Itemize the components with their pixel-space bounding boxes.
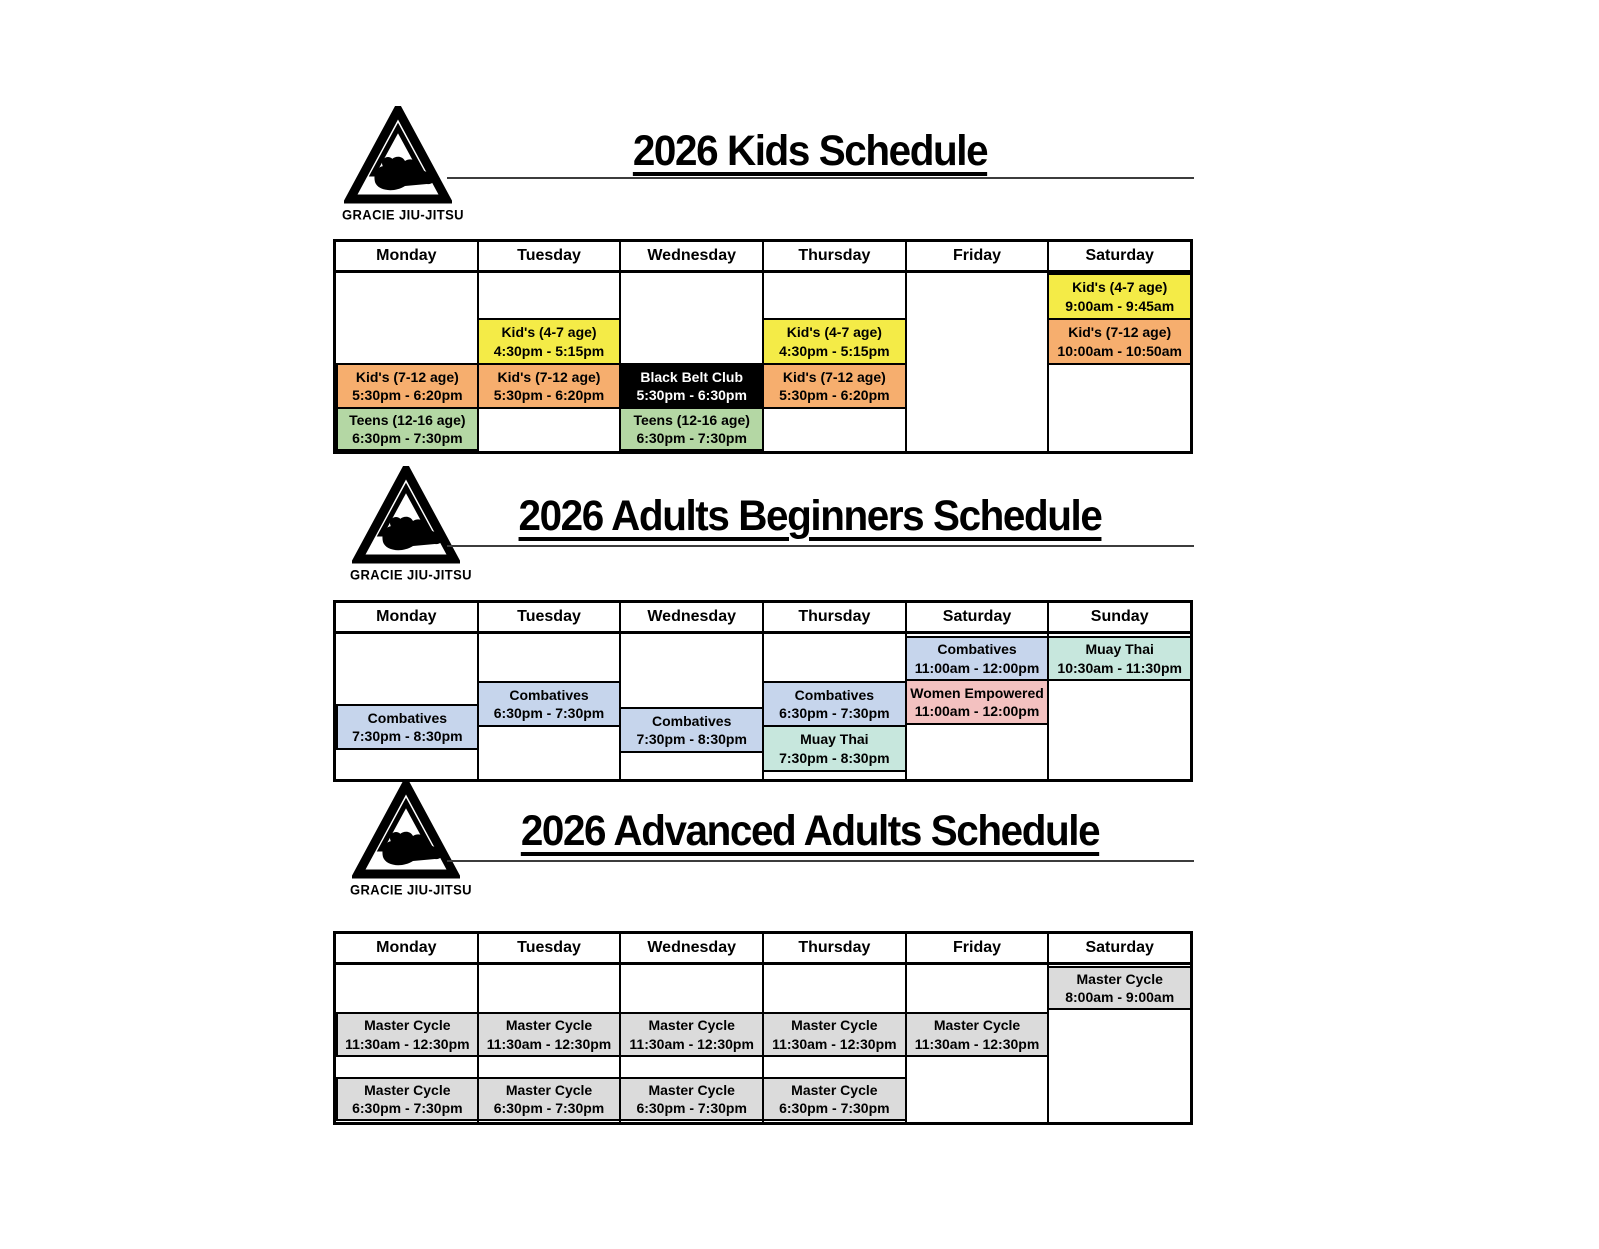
class-name: Combatives bbox=[937, 641, 1017, 658]
page-title-kids: 2026 Kids Schedule bbox=[632, 127, 988, 175]
class-name: Combatives bbox=[794, 686, 875, 703]
table-body bbox=[336, 273, 1190, 451]
class-name: Combatives bbox=[367, 709, 448, 726]
day-column-thursday bbox=[764, 273, 907, 451]
class-time: 6:30pm - 7:30pm bbox=[493, 705, 605, 722]
class-block bbox=[619, 707, 764, 753]
class-name: Master Cycle bbox=[1076, 971, 1163, 987]
class-time: 6:30pm - 7:30pm bbox=[636, 1100, 747, 1116]
day-header-wednesday: Wednesday bbox=[621, 242, 764, 270]
day-header-thursday: Thursday bbox=[764, 603, 907, 631]
class-time: 9:00am - 9:45am bbox=[1065, 298, 1175, 314]
page-title-adults-beginners: 2026 Adults Beginners Schedule bbox=[518, 492, 1102, 540]
class-name: Teens (12-16 age) bbox=[349, 412, 466, 428]
class-block bbox=[762, 363, 907, 409]
class-block bbox=[619, 407, 764, 451]
day-header-friday: Friday bbox=[907, 934, 1050, 962]
class-time: 6:30pm - 7:30pm bbox=[352, 1100, 463, 1116]
day-header-monday: Monday bbox=[336, 934, 479, 962]
day-header-wednesday: Wednesday bbox=[621, 603, 764, 631]
class-name: Teens (12-16 age) bbox=[633, 412, 750, 428]
logo-wordmark: GRACIE JIU-JITSU bbox=[342, 206, 464, 223]
day-column-tuesday bbox=[479, 273, 622, 451]
day-column-monday bbox=[336, 273, 479, 451]
class-name: Muay Thai bbox=[800, 731, 869, 747]
class-time: 7:30pm - 8:30pm bbox=[636, 731, 747, 748]
class-name: Master Cycle bbox=[364, 1017, 451, 1034]
class-time: 5:30pm - 6:20pm bbox=[493, 387, 605, 404]
day-column-sunday bbox=[1049, 634, 1190, 779]
class-time: 5:30pm - 6:30pm bbox=[636, 387, 747, 404]
class-time: 11:30am - 12:30pm bbox=[486, 1035, 612, 1052]
day-column-monday bbox=[336, 634, 479, 779]
table-body bbox=[336, 965, 1190, 1122]
class-block bbox=[477, 681, 622, 727]
class-block bbox=[762, 725, 907, 772]
class-name: Kid's (4-7 age) bbox=[1072, 279, 1168, 295]
day-column-thursday bbox=[764, 965, 907, 1122]
gracie-triangle-icon bbox=[344, 106, 452, 206]
class-time: 11:30am - 12:30pm bbox=[629, 1035, 754, 1052]
class-block bbox=[619, 363, 764, 409]
class-time: 11:30am - 12:30pm bbox=[345, 1035, 470, 1052]
class-block bbox=[619, 1012, 764, 1057]
class-name: Kid's (4-7 age) bbox=[786, 324, 882, 340]
table-body bbox=[336, 634, 1190, 779]
table-header-row bbox=[336, 934, 1190, 965]
day-column-saturday bbox=[907, 634, 1050, 779]
class-block bbox=[336, 704, 479, 750]
class-block bbox=[1047, 273, 1192, 320]
day-header-monday: Monday bbox=[336, 603, 479, 631]
class-block bbox=[762, 318, 907, 365]
class-name: Master Cycle bbox=[933, 1017, 1021, 1034]
title-rule bbox=[447, 545, 1194, 547]
class-block bbox=[762, 681, 907, 727]
day-column-saturday bbox=[1049, 965, 1190, 1122]
logo-wordmark: GRACIE JIU-JITSU bbox=[350, 566, 472, 583]
class-time: 6:30pm - 7:30pm bbox=[352, 430, 463, 446]
class-time: 4:30pm - 5:15pm bbox=[493, 343, 605, 359]
day-header-tuesday: Tuesday bbox=[479, 934, 622, 962]
class-block bbox=[336, 363, 479, 409]
day-column-saturday bbox=[1049, 273, 1190, 451]
class-name: Kid's (7-12 age) bbox=[782, 368, 886, 385]
logo-wordmark: GRACIE JIU-JITSU bbox=[350, 881, 472, 898]
class-block bbox=[762, 1077, 907, 1121]
class-time: 10:00am - 10:50am bbox=[1057, 343, 1182, 359]
day-column-friday bbox=[907, 273, 1050, 451]
class-time: 4:30pm - 5:15pm bbox=[779, 343, 890, 359]
day-header-tuesday: Tuesday bbox=[479, 242, 622, 270]
class-time: 6:30pm - 7:30pm bbox=[779, 705, 890, 722]
day-header-thursday: Thursday bbox=[764, 242, 907, 270]
class-time: 6:30pm - 7:30pm bbox=[779, 1100, 890, 1116]
class-block bbox=[336, 1012, 479, 1057]
class-time: 11:00am - 12:00pm bbox=[914, 659, 1040, 676]
class-name: Combatives bbox=[652, 712, 732, 729]
class-name: Master Cycle bbox=[648, 1082, 735, 1098]
class-name: Combatives bbox=[509, 686, 589, 703]
table-header-row bbox=[336, 603, 1190, 634]
class-time: 5:30pm - 6:20pm bbox=[779, 387, 890, 404]
class-block bbox=[762, 1012, 907, 1057]
class-block bbox=[1047, 636, 1192, 681]
class-name: Master Cycle bbox=[791, 1017, 878, 1034]
page-title-advanced-adults: 2026 Advanced Adults Schedule bbox=[520, 807, 1100, 855]
day-column-wednesday bbox=[621, 965, 764, 1122]
class-block bbox=[905, 636, 1050, 681]
day-header-sunday: Sunday bbox=[1090, 608, 1149, 625]
class-time: 6:30pm - 7:30pm bbox=[493, 1100, 605, 1116]
day-header-friday: Friday bbox=[907, 242, 1050, 270]
class-time: 8:00am - 9:00am bbox=[1065, 989, 1175, 1005]
day-column-tuesday bbox=[479, 965, 622, 1122]
day-header-tuesday: Tuesday bbox=[479, 603, 622, 631]
class-name: Muay Thai bbox=[1085, 641, 1154, 658]
title-rule bbox=[447, 177, 1194, 179]
day-column-wednesday bbox=[621, 634, 764, 779]
class-time: 7:30pm - 8:30pm bbox=[352, 728, 463, 745]
class-time: 11:00am - 12:00pm bbox=[914, 703, 1040, 720]
day-header-saturday: Saturday bbox=[1085, 247, 1154, 264]
day-column-monday bbox=[336, 965, 479, 1122]
title-rule bbox=[447, 860, 1194, 862]
class-time: 11:30am - 12:30pm bbox=[914, 1035, 1040, 1052]
day-header-monday: Monday bbox=[336, 242, 479, 270]
class-block bbox=[1047, 318, 1192, 365]
class-time: 7:30pm - 8:30pm bbox=[779, 750, 890, 766]
day-column-friday bbox=[907, 965, 1050, 1122]
day-column-thursday bbox=[764, 634, 907, 779]
day-column-wednesday bbox=[621, 273, 764, 451]
class-name: Master Cycle bbox=[505, 1017, 593, 1034]
day-column-tuesday bbox=[479, 634, 622, 779]
class-name: Kid's (7-12 age) bbox=[497, 368, 601, 385]
day-header-wednesday: Wednesday bbox=[621, 934, 764, 962]
table-header-row bbox=[336, 242, 1190, 273]
class-block bbox=[905, 679, 1050, 725]
class-name: Women Empowered bbox=[910, 684, 1044, 701]
class-block bbox=[477, 363, 622, 409]
class-block bbox=[477, 1012, 622, 1057]
schedule-table-kids bbox=[333, 239, 1193, 454]
schedule-table-adults-beginners bbox=[333, 600, 1193, 782]
class-block bbox=[619, 1077, 764, 1121]
class-name: Master Cycle bbox=[364, 1082, 451, 1098]
class-name: Black Belt Club bbox=[640, 368, 744, 385]
class-name: Kid's (4-7 age) bbox=[501, 324, 597, 340]
class-name: Kid's (7-12 age) bbox=[1068, 324, 1172, 340]
class-block bbox=[336, 1077, 479, 1121]
class-block bbox=[477, 318, 622, 365]
class-name: Master Cycle bbox=[648, 1017, 735, 1034]
class-block bbox=[477, 1077, 622, 1121]
class-time: 10:30am - 11:30pm bbox=[1057, 659, 1182, 676]
day-header-saturday: Saturday bbox=[1085, 939, 1154, 956]
class-block bbox=[336, 407, 479, 451]
class-time: 11:30am - 12:30pm bbox=[772, 1035, 897, 1052]
day-header-saturday: Saturday bbox=[907, 603, 1050, 631]
schedule-table-advanced-adults bbox=[333, 931, 1193, 1125]
day-header-thursday: Thursday bbox=[764, 934, 907, 962]
class-name: Kid's (7-12 age) bbox=[355, 368, 459, 385]
class-time: 5:30pm - 6:20pm bbox=[352, 387, 463, 404]
gracie-logo bbox=[342, 106, 464, 223]
class-block bbox=[905, 1012, 1050, 1057]
class-time: 6:30pm - 7:30pm bbox=[636, 430, 747, 446]
class-name: Master Cycle bbox=[505, 1082, 593, 1098]
class-name: Master Cycle bbox=[791, 1082, 878, 1098]
class-block bbox=[1047, 966, 1192, 1010]
